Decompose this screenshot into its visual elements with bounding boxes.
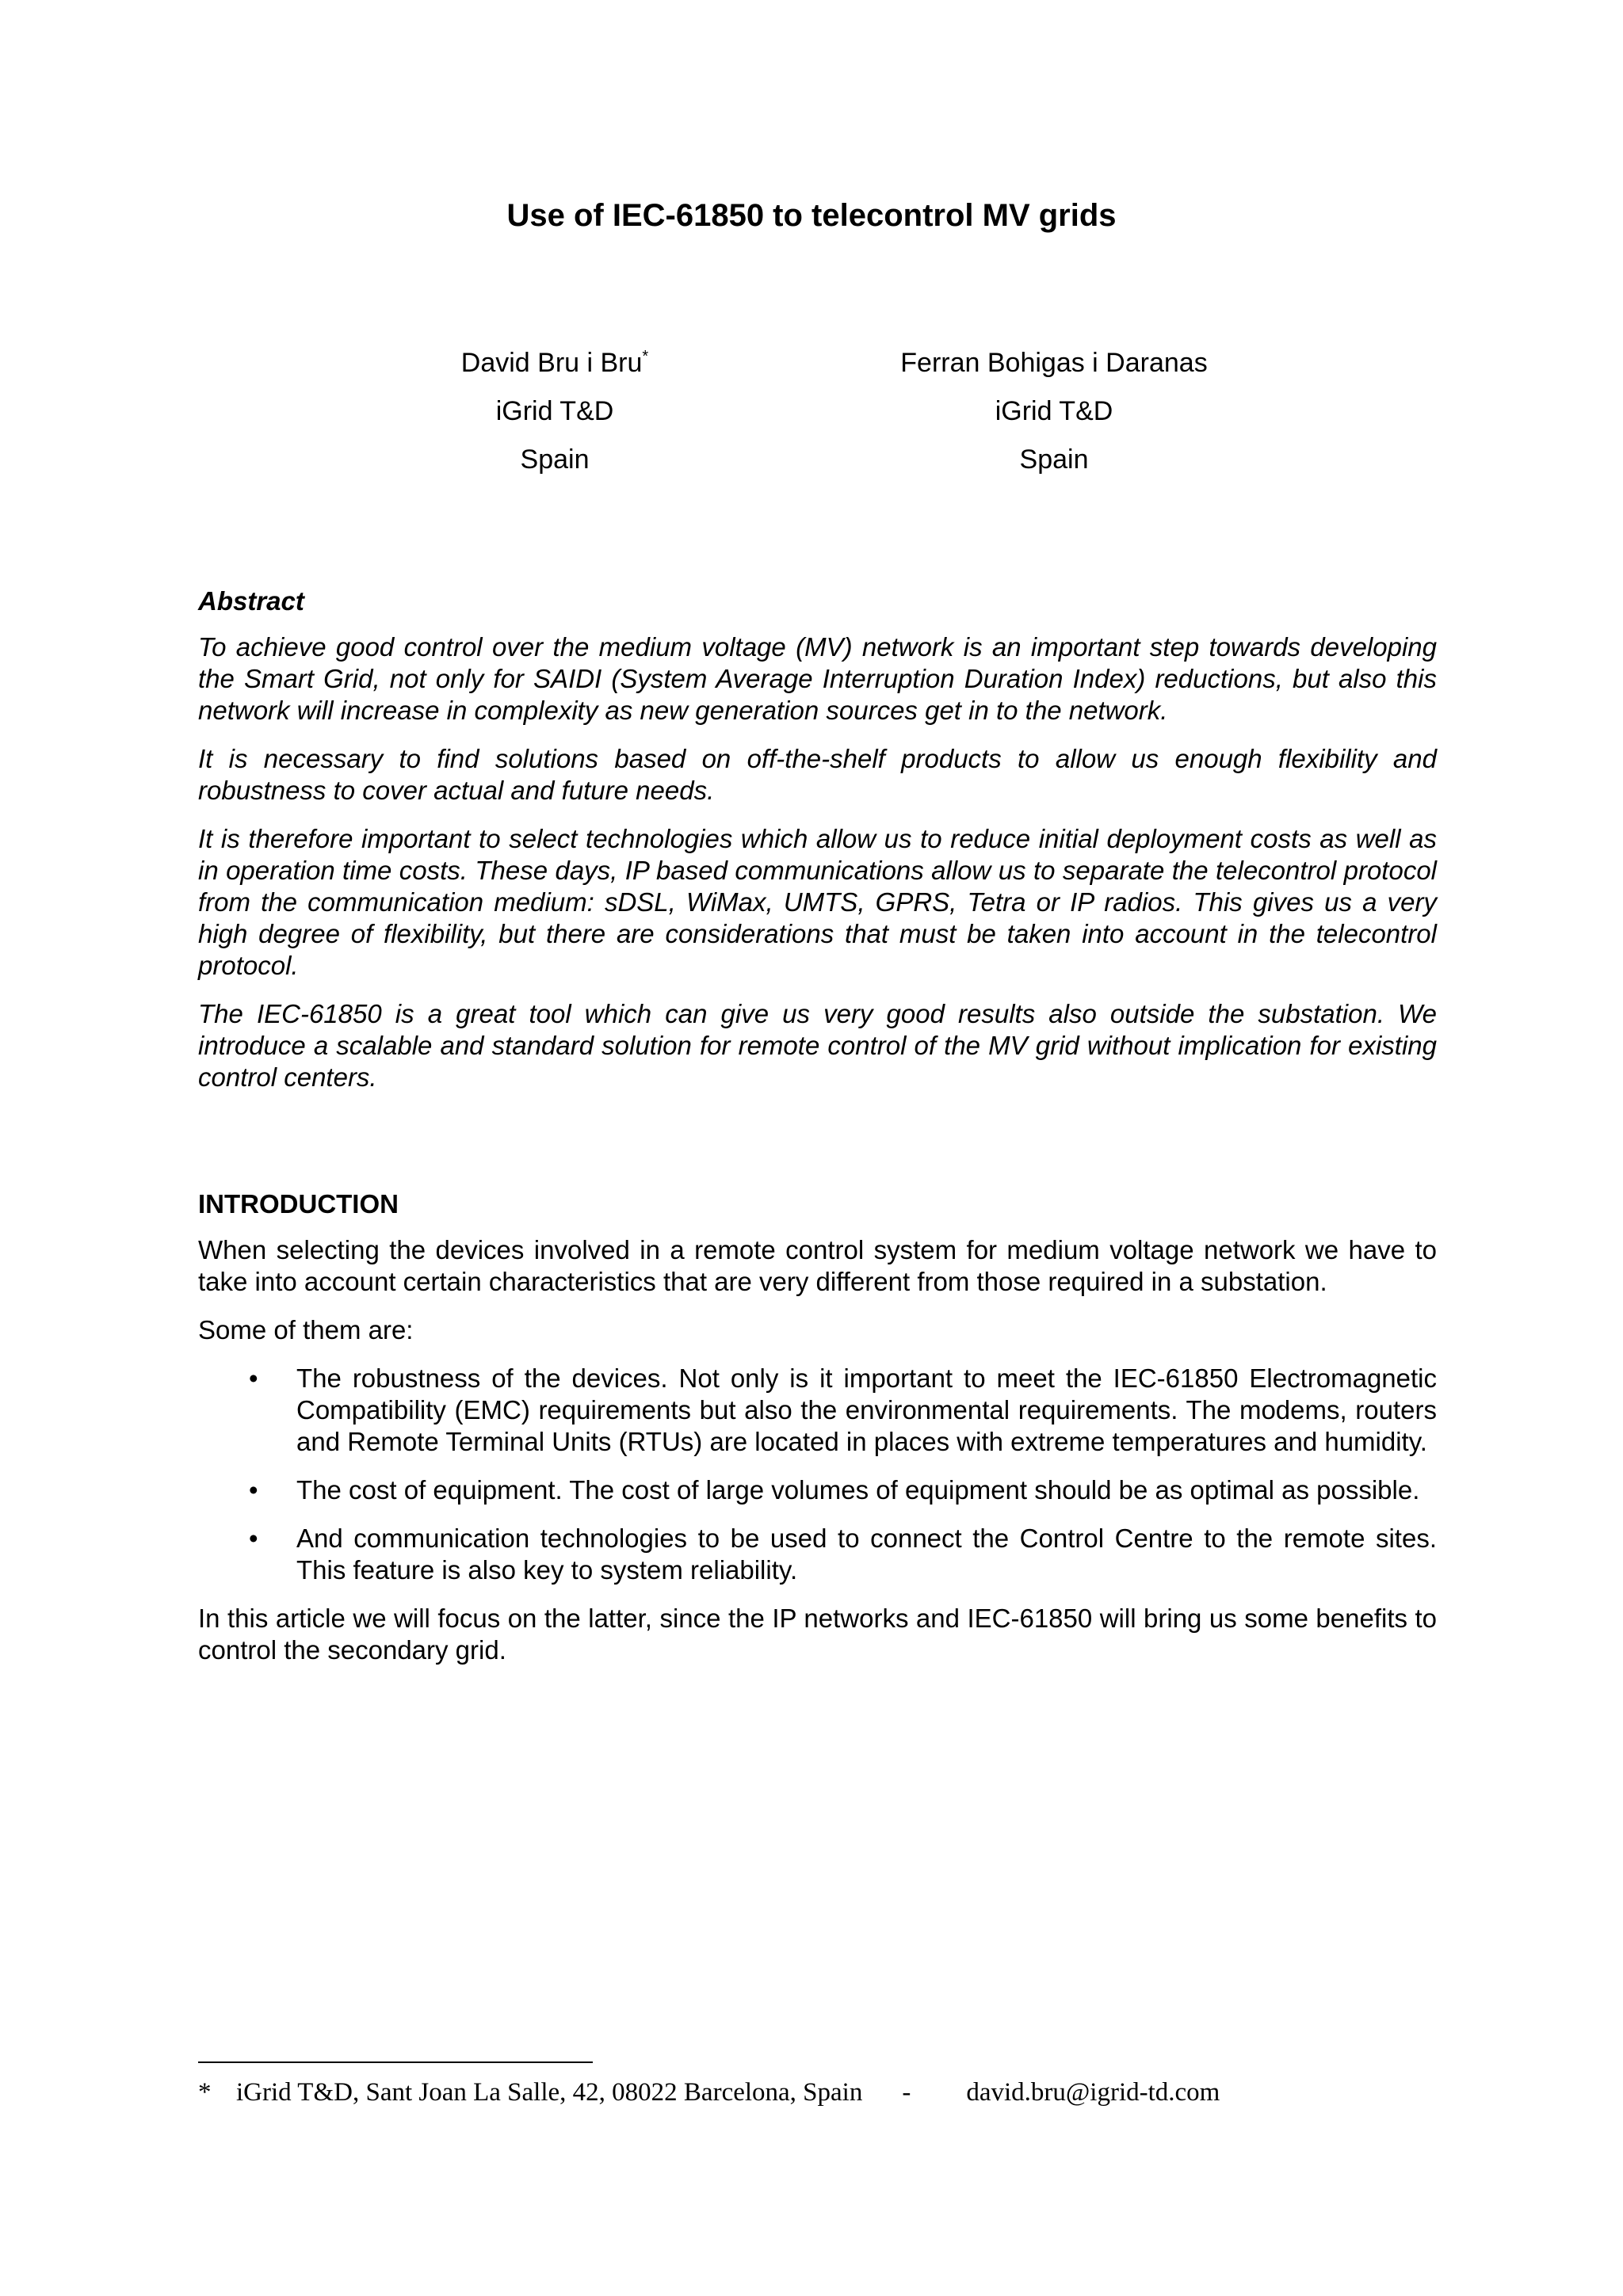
intro-paragraph: When selecting the devices involved in a remote control system for medium voltage network we have to take into account certain characteristics that are very different from those required in a substation.: [198, 1235, 1437, 1296]
author-country: Spain: [520, 444, 590, 475]
author-name-text: David Bru i Bru: [460, 348, 643, 378]
footnote-mark: *: [198, 2078, 212, 2107]
bullet-text: And communication technologies to be used to connect the Control Centre to the remote sites. This feature is also key to system reliability.: [296, 1524, 1437, 1585]
bullet-icon: •: [249, 1363, 258, 1393]
footnote-separator: -: [902, 2078, 911, 2107]
bullet-icon: •: [249, 1475, 258, 1505]
abstract-body: [198, 631, 1437, 1110]
bullet-icon: •: [249, 1524, 258, 1553]
intro-paragraph: Some of them are:: [198, 1315, 414, 1344]
footnote-email: david.bru@igrid-td.com: [966, 2078, 1220, 2107]
bullet-text: The robustness of the devices. Not only is it important to meet the IEC-61850 Electromagnetic Compatibility (EMC) requirements but also the environmental requirements. The modems, routers and Remote Terminal Units (RTUs) are located in places with extreme temperatures and humidity.: [296, 1363, 1437, 1456]
abstract-paragraph: It is necessary to find solutions based on off-the-shelf products to allow us enough flexibility and robustness to cover actual and future needs.: [198, 744, 1437, 805]
author-block-1: [301, 339, 808, 484]
bullet-item: [198, 1474, 1437, 1506]
author-footnote-mark: *: [642, 348, 649, 365]
footnote-divider: [198, 2061, 593, 2063]
footnote-address: iGrid T&D, Sant Joan La Salle, 42, 08022 Barcelona, Spain: [236, 2078, 863, 2107]
bullet-text: The cost of equipment. The cost of large volumes of equipment should be as optimal as possible.: [296, 1475, 1420, 1505]
author-block-2: [800, 339, 1308, 484]
abstract-paragraph: It is therefore important to select technologies which allow us to reduce initial deployment costs as well as in operation time costs. These days, IP based communications allow us to separate the telecontrol protocol from the communication medium: sDSL, WiMax, UMTS, GPRS, Tetra or IP radios. This gives us a very high degree of flexibility, but there are considerations that must be taken into account in the telecontrol protocol.: [198, 824, 1437, 980]
author-affiliation: iGrid T&D: [495, 396, 614, 426]
paper-title: Use of IEC-61850 to telecontrol MV grids: [506, 198, 1117, 233]
author-affiliation: iGrid T&D: [995, 396, 1113, 426]
bullet-item: [198, 1523, 1437, 1586]
bullet-list: [198, 1363, 1437, 1586]
author-country: Spain: [1019, 444, 1089, 475]
intro-paragraph: In this article we will focus on the latter, since the IP networks and IEC-61850 will bring us some benefits to control the secondary grid.: [198, 1604, 1437, 1665]
abstract-heading: Abstract: [198, 586, 304, 616]
introduction-heading: INTRODUCTION: [198, 1189, 399, 1219]
bullet-item: [198, 1363, 1437, 1458]
author-name: [301, 339, 808, 387]
abstract-paragraph: The IEC-61850 is a great tool which can give us very good results also outside the substation. We introduce a scalable and standard solution for remote control of the MV grid without implication for existing control centers.: [198, 999, 1437, 1092]
abstract-paragraph: To achieve good control over the medium voltage (MV) network is an important step towards developing the Smart Grid, not only for SAIDI (System Average Interruption Duration Index) reductions, but also this network will increase in complexity as new generation sources get in to the network.: [198, 632, 1437, 725]
author-name: Ferran Bohigas i Daranas: [900, 348, 1208, 378]
introduction-body: [198, 1234, 1437, 1683]
footnote: [198, 2075, 1220, 2110]
